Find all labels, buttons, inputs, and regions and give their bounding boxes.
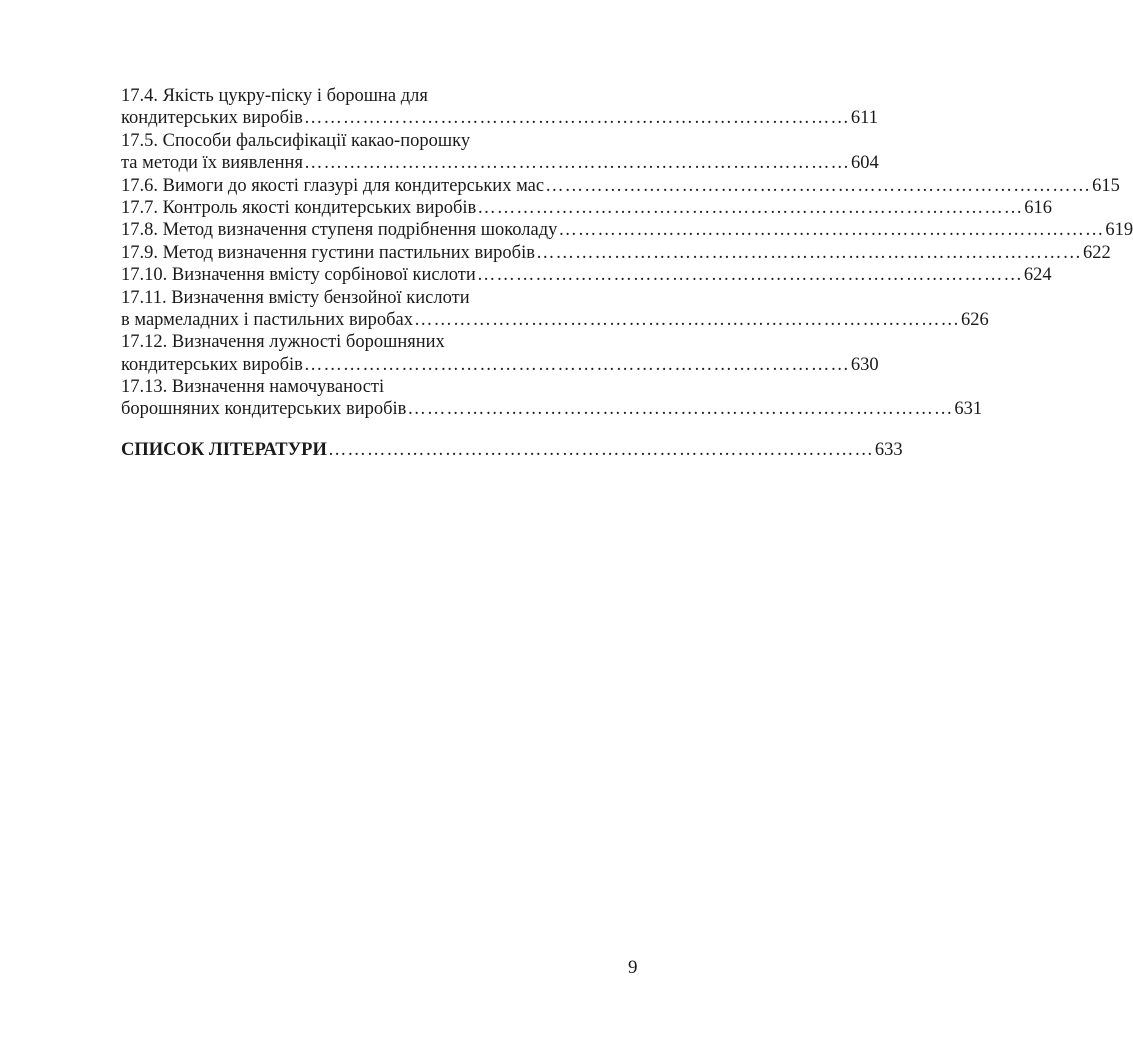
toc-page-number: 616 [1024, 197, 1053, 218]
toc-entry-bibliography [121, 439, 903, 461]
toc-entry-title: СПИСОК ЛІТЕРАТУРИ [121, 439, 327, 460]
dot-leader: ………………………………………………………………………… [327, 439, 874, 460]
toc-entry-17-4-line1: 17.4. Якість цукру-піску і борошна для [121, 86, 428, 106]
toc-entry-title: 17.10. Визначення вмісту сорбінової кислоти [121, 265, 476, 286]
toc-page-number: 624 [1023, 265, 1052, 286]
toc-entry-title: 17.8. Метод визначення ступеня подрібнення шоколаду [121, 220, 558, 241]
toc-entry-17-11-line2 [121, 309, 989, 331]
toc-entry-title: кондитерських виробів [121, 108, 303, 129]
toc-entry-17-12-line1: 17.12. Визначення лужності борошняних [121, 332, 445, 353]
toc-entry-title: кондитерських виробів [121, 354, 303, 375]
toc-entry-title: в мармеладних і пастильних виробах [121, 309, 413, 330]
toc-entry-17-7 [121, 197, 1053, 219]
toc-entry-title: та методи їх виявлення [121, 153, 303, 174]
dot-leader: ………………………………………………………………………… [535, 242, 1082, 263]
toc-entry-17-12-line2 [121, 354, 879, 376]
toc-page-number: 622 [1082, 242, 1111, 263]
dot-leader: ………………………………………………………………………… [303, 108, 850, 129]
dot-leader: ………………………………………………………………………… [414, 309, 960, 330]
table-of-contents [121, 85, 1133, 461]
spacer [121, 421, 642, 439]
toc-entry-17-5-line2 [121, 152, 879, 174]
toc-entry-17-13-line1: 17.13. Визначення намочуваності [121, 377, 385, 398]
dot-leader: ………………………………………………………………………… [558, 220, 1105, 241]
toc-page-number: 631 [954, 399, 983, 420]
dot-leader: ………………………………………………………………………… [407, 399, 954, 420]
toc-page-number: 619 [1105, 220, 1133, 241]
toc-entry-17-5-line1: 17.5. Способи фальсифікації какао-порошку [121, 130, 471, 151]
toc-page-number: 633 [874, 439, 903, 460]
toc-page-number: 611 [850, 108, 878, 129]
toc-entry-17-8 [121, 219, 1133, 241]
toc-entry-title: 17.7. Контроль якості кондитерських виробів [121, 197, 477, 218]
dot-leader: ………………………………………………………………………… [476, 265, 1023, 286]
dot-leader: ………………………………………………………………………… [303, 153, 850, 174]
toc-entry-17-13-line2 [121, 398, 983, 420]
toc-entry-17-4-line2 [121, 107, 878, 129]
toc-entry-title: борошняних кондитерських виробів [121, 399, 407, 420]
toc-entry-17-9 [121, 242, 1111, 264]
toc-page-number: 630 [850, 354, 879, 375]
toc-entry-17-11-line1: 17.11. Визначення вмісту бензойної кислоти [121, 287, 470, 308]
dot-leader: ………………………………………………………………………… [545, 175, 1092, 196]
dot-leader: ………………………………………………………………………… [477, 197, 1024, 218]
toc-entry-17-10 [121, 264, 1052, 286]
toc-entry-17-6 [121, 175, 1120, 197]
page-number: 9 [628, 957, 638, 978]
toc-page-number: 615 [1092, 175, 1120, 196]
toc-entry-title: 17.6. Вимоги до якості глазурі для кондитерських мас [121, 175, 545, 196]
toc-entry-title: 17.9. Метод визначення густини пастильних виробів [121, 242, 535, 263]
dot-leader: ………………………………………………………………………… [303, 354, 850, 375]
toc-page-number: 626 [961, 309, 989, 330]
toc-page-number: 604 [850, 153, 879, 174]
